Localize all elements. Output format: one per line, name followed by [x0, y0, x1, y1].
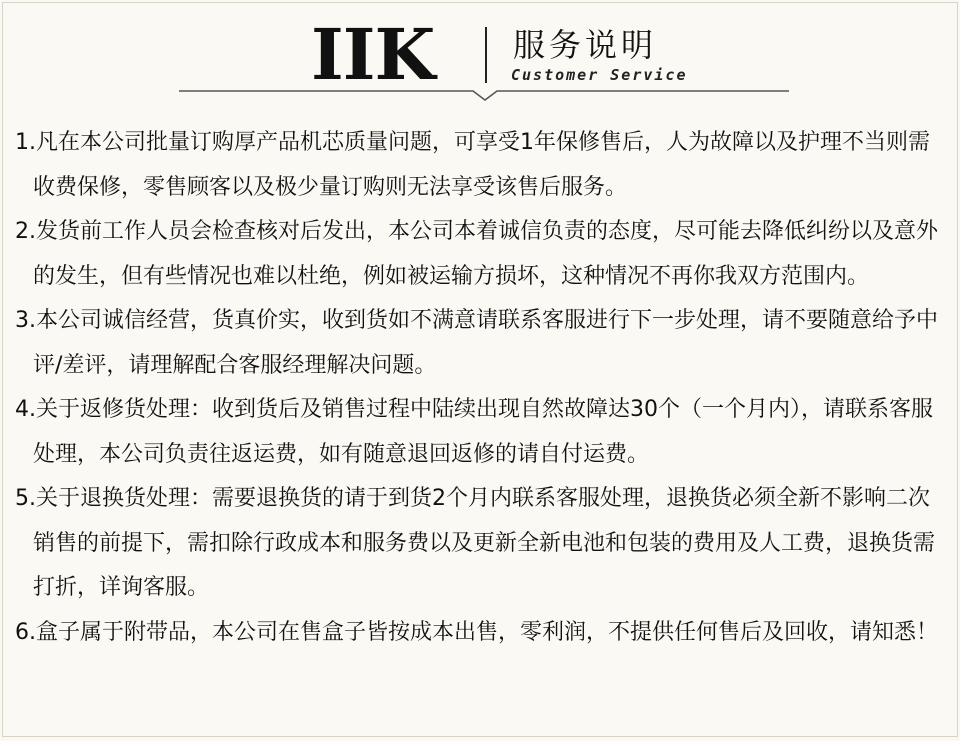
- page-title: 服务说明: [513, 26, 658, 64]
- term-item-4: 4.关于返修货处理：收到货后及销售过程中陆续出现自然故障达30个（一个月内），请联系客服处理，本公司负责往返运费，如有随意退回返修的请自付运费。: [15, 397, 933, 467]
- term-item-1: 1.凡在本公司批量订购厚产品机芯质量问题，可享受1年保修售后，人为故障以及护理不当则需收费保修，零售顾客以及极少量订购则无法享受该售后服务。: [15, 130, 930, 200]
- term-item-2: 2.发货前工作人员会检查核对后发出，本公司本着诚信负责的态度，尽可能去降低纠纷以及意外的发生，但有些情况也难以杜绝，例如被运输方损坏，这种情况不再你我双方范围内。: [15, 219, 938, 289]
- header-rule: [3, 87, 959, 103]
- page-subtitle: Customer Service: [511, 66, 688, 84]
- header-divider: [485, 27, 487, 83]
- service-terms-list: [15, 121, 951, 655]
- term-item-6: 6.盒子属于附带品，本公司在售盒子皆按成本出售，零利润，不提供任何售后及回收，请知悉！: [15, 619, 938, 645]
- brand-logo: IIK: [311, 13, 435, 96]
- header-rule-line: [179, 91, 789, 100]
- term-item-3: 3.本公司诚信经营，货真价实，收到货如不满意请联系客服进行下一步处理，请不要随意给予中评/差评，请理解配合客服经理解决问题。: [15, 308, 938, 378]
- service-notice-page: [2, 2, 958, 737]
- header: [3, 3, 959, 113]
- term-item-5: 5.关于退换货处理：需要退换货的请于到货2个月内联系客服处理，退换货必须全新不影响二次销售的前提下，需扣除行政成本和服务费以及更新全新电池和包装的费用及人工费，退换货需打折，详询客服。: [15, 486, 936, 600]
